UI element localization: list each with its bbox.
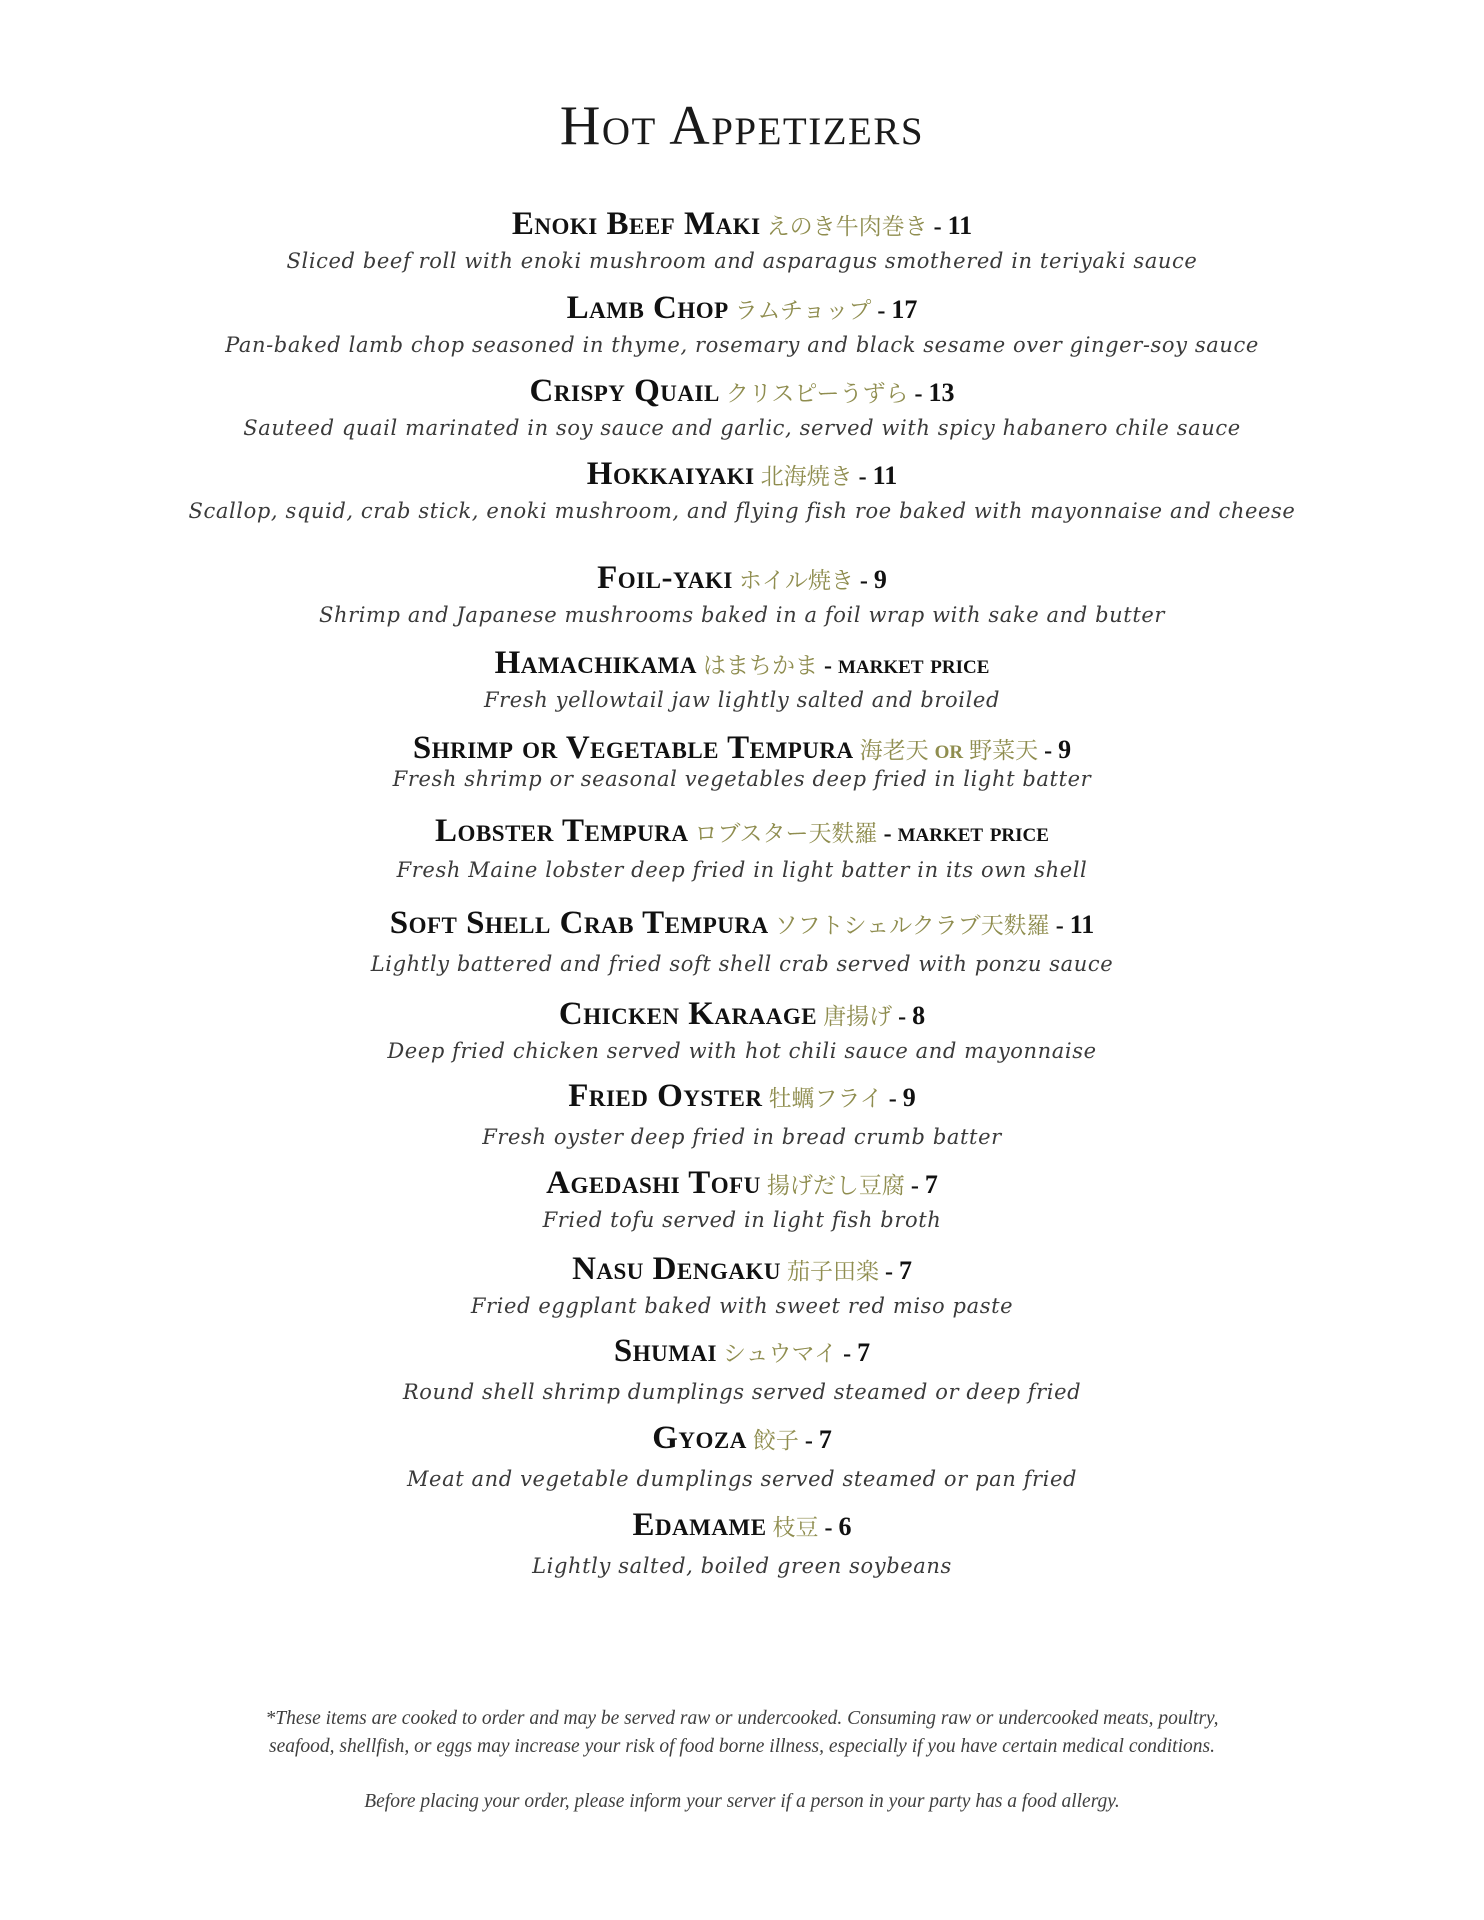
item-description: Sauteed quail marinated in soy sauce and garlic, served with spicy habanero chile sauce [243,416,1241,440]
price-separator: - [824,653,832,679]
price-separator: - [1055,913,1064,939]
item-name: Shumai [613,1333,718,1369]
item-japanese-name-alt: 野菜天 [969,738,1039,764]
item-name: Fried Oyster [568,1078,763,1114]
item-name: Crispy Quail [529,373,720,409]
item-price: 7 [898,1256,912,1285]
menu-item [0,1331,1484,1409]
menu-item [0,1249,1484,1323]
price-separator: - [888,1086,897,1112]
item-price: 9 [1058,735,1072,764]
item-name: Foil-yaki [597,560,733,596]
item-name: Hokkaiyaki [586,456,755,492]
menu-item [0,371,1484,445]
item-price: 6 [838,1512,852,1541]
item-japanese-name: シュウマイ [723,1341,838,1367]
item-japanese-name: 餃子 [752,1428,799,1454]
item-name: Gyoza [652,1420,747,1456]
price-separator: - [898,1004,907,1030]
price-separator: - [883,821,892,847]
item-price: 11 [1069,910,1095,939]
item-price: 9 [873,565,887,594]
item-japanese-name: 枝豆 [772,1515,819,1541]
price-separator: - [859,568,868,594]
item-name: Enoki Beef Maki [511,206,761,242]
item-japanese-name: クリスピーうずら [725,381,909,407]
item-name: Shrimp or Vegetable Tempura [412,730,854,766]
item-description: Fresh shrimp or seasonal vegetables deep fried in light batter [392,767,1092,791]
item-description: Pan-baked lamb chop seasoned in thyme, rosemary and black sesame over ginger-soy sauce [225,333,1259,357]
price-separator: - [914,381,923,407]
item-japanese-name: 牡蠣フライ [768,1086,883,1112]
item-description: Meat and vegetable dumplings served steamed or pan fried [406,1467,1078,1491]
menu-item [0,204,1484,278]
item-description: Fresh oyster deep fried in bread crumb batter [482,1125,1002,1149]
item-price: market price [897,817,1049,847]
item-name: Soft Shell Crab Tempura [389,905,769,941]
item-price: 11 [872,461,898,490]
item-japanese-name: 揚げだし豆腐 [766,1173,905,1199]
price-separator: - [933,214,942,240]
page-title: Hot Appetizers [559,95,925,157]
price-separator: - [877,298,886,324]
item-description: Deep fried chicken served with hot chili sauce and mayonnaise [387,1039,1097,1063]
menu-item [0,811,1484,887]
item-price: 13 [928,378,955,407]
menu-item [0,454,1484,528]
item-price: 11 [947,211,973,240]
item-japanese-name: えのき牛肉巻き [766,214,928,240]
item-description: Lightly salted, boiled green soybeans [532,1554,952,1578]
menu-item [0,288,1484,362]
price-separator: - [804,1428,813,1454]
item-name: Hamachikama [494,645,697,681]
notice-line-2: seafood, shellfish, or eggs may increase your risk of food borne illness, especially if you have certain medical conditions. [269,1736,1215,1757]
item-japanese-name: ロブスター天麩羅 [694,821,878,847]
menu-item [0,1076,1484,1154]
item-japanese-name: ラムチョップ [734,298,872,324]
item-description: Sliced beef roll with enoki mushroom and asparagus smothered in teriyaki sauce [286,249,1198,273]
item-japanese-name: 海老天 [859,738,929,764]
item-japanese-name: 北海焼き [760,464,853,490]
item-price: 17 [891,295,918,324]
allergy-line: Before placing your order, please inform your server if a person in your party has a food allergy. [364,1791,1120,1812]
item-name: Lamb Chop [566,290,729,326]
item-price: 7 [924,1170,938,1199]
item-japanese-name: 茄子田楽 [786,1259,879,1285]
item-japanese-separator: or [934,734,964,764]
price-separator: - [824,1515,833,1541]
price-separator: - [843,1341,852,1367]
item-description: Fried eggplant baked with sweet red miso paste [470,1294,1014,1318]
menu-item [0,1418,1484,1496]
item-name: Nasu Dengaku [572,1251,781,1287]
item-name: Lobster Tempura [435,813,689,849]
menu-item [0,1163,1484,1237]
item-price: market price [838,649,990,679]
item-price: 7 [857,1338,871,1367]
item-description: Scallop, squid, crab stick, enoki mushroom, and flying fish roe baked with mayonnaise and cheese [188,499,1296,523]
item-price: 8 [912,1001,926,1030]
menu-item [0,994,1484,1068]
item-description: Fried tofu served in light fish broth [542,1208,942,1232]
menu-item [0,643,1484,717]
item-japanese-name: 唐揚げ [823,1004,893,1030]
item-name: Agedashi Tofu [546,1165,761,1201]
item-name: Edamame [632,1507,767,1543]
price-separator: - [910,1173,919,1199]
price-separator: - [1044,738,1053,764]
food-safety-notice [0,1705,1484,1761]
item-description: Fresh yellowtail jaw lightly salted and broiled [484,688,1000,712]
price-separator: - [858,464,867,490]
item-japanese-name: ソフトシェルクラブ天麩羅 [774,913,1050,939]
item-japanese-name: はまちかま [703,653,818,679]
price-separator: - [884,1259,893,1285]
menu-item [0,903,1484,981]
item-description: Lightly battered and fried soft shell crab served with ponzu sauce [370,952,1114,976]
item-name: Chicken Karaage [558,996,818,1032]
menu-item [0,728,1484,796]
item-description: Shrimp and Japanese mushrooms baked in a foil wrap with sake and butter [318,603,1166,627]
item-description: Fresh Maine lobster deep fried in light batter in its own shell [396,858,1088,882]
allergy-notice [0,1788,1484,1816]
item-price: 9 [902,1083,916,1112]
menu-item [0,558,1484,632]
item-description: Round shell shrimp dumplings served steamed or deep fried [402,1380,1082,1404]
item-japanese-name: ホイル焼き [738,568,854,594]
menu-item [0,1505,1484,1583]
item-price: 7 [818,1425,832,1454]
notice-line-1: *These items are cooked to order and may be served raw or undercooked. Consuming raw or undercooked meats, poultry, [265,1708,1219,1729]
